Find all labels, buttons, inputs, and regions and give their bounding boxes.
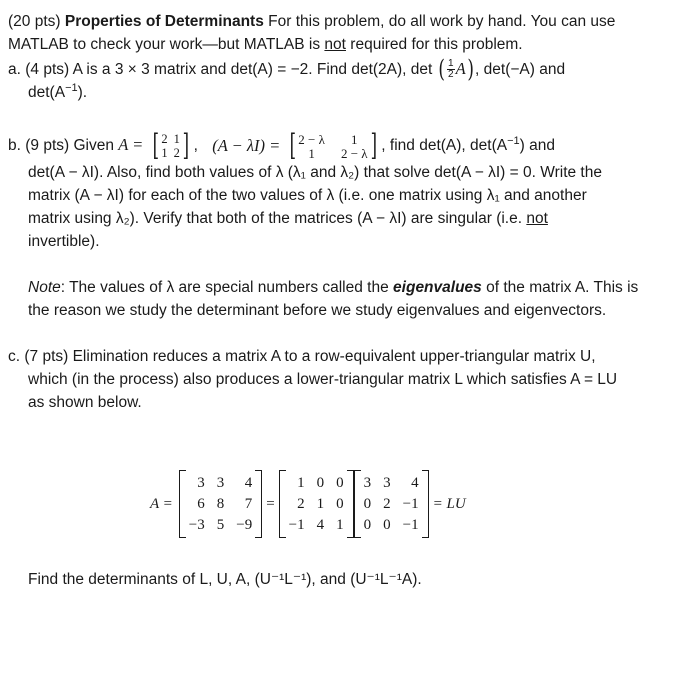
left-bracket — [279, 470, 286, 538]
matrix-entry: 7 — [244, 495, 253, 512]
right-bracket — [255, 470, 262, 538]
header-line-2 — [8, 33, 694, 56]
note-text-2: of the matrix A. This is — [486, 279, 639, 297]
matrix-entry: 0 — [336, 495, 344, 512]
matrix-entry: 3 — [383, 474, 391, 491]
matrix-entry: 1 — [308, 146, 315, 162]
part-b-label: b. (9 pts) Given — [8, 137, 114, 155]
right-bracket — [422, 470, 429, 538]
header-line-2a: MATLAB to check your work—but MATLAB is — [8, 36, 321, 53]
matrix-A-3x3 — [179, 470, 262, 538]
matrix-entry: 0 — [316, 474, 325, 491]
part-b: b. (9 pts) Given A = [ 2 1 1 2 ] , (A − λI) = [ 2 − λ 1 1 2 − λ ] , find det(A), $\det(A^{-1})$ and — [8, 128, 555, 164]
matrix-entry: 4 — [316, 516, 325, 533]
matrix-entry: 0 — [363, 495, 372, 512]
header-line-2b: required for this problem. — [350, 36, 523, 53]
left-paren: ( — [438, 55, 445, 84]
not-underlined: not — [324, 36, 346, 53]
matrix-entry: −1 — [288, 516, 305, 533]
right-bracket: ] — [370, 128, 377, 164]
part-a-A: A — [455, 59, 466, 78]
matrix-entry: 1 — [173, 132, 180, 147]
A-minus-lambda-I-equals: (A − λI) = — [212, 135, 281, 155]
matrix-entry: −1 — [402, 495, 419, 512]
matrix-entry: 5 — [216, 516, 225, 533]
part-a-text: A is a 3 × 3 matrix and det(A) = −2. Find det(2A), det — [72, 61, 433, 78]
matrix-A-2x2 — [150, 128, 192, 164]
A-equals-label: A = — [150, 495, 173, 512]
matrix-entry: 4 — [411, 474, 419, 491]
matrix-entry: 6 — [197, 495, 205, 512]
part-c-line-2: which (in the process) also produces a lower-triangular matrix L which satisfies A = LU — [28, 371, 618, 389]
det-inverse-end: ). — [77, 84, 88, 102]
matrix-entry: 3 — [216, 474, 225, 491]
det-inverse: det(A — [28, 84, 66, 102]
part-b-line-4a: matrix using λ₂). Verify that both of the matrices (A − λI) are singular (i.e. — [28, 210, 523, 228]
A-equals: A = — [118, 135, 144, 155]
matrix-entry: 3 — [197, 474, 205, 491]
matrix-entry: 1 — [297, 474, 305, 491]
fraction-den: 2 — [448, 69, 454, 81]
part-c-line-1: c. (7 pts) Elimination reduces a matrix A to a row-equivalent upper-triangular matrix U, — [8, 348, 596, 366]
left-bracket — [179, 470, 186, 538]
part-b-text-1: , find det(A), det(A — [381, 137, 508, 155]
points-label: (20 pts) — [8, 13, 61, 30]
note-label: Note — [28, 279, 61, 297]
part-b-text-1-end: ) and — [519, 137, 555, 155]
part-c-question: Find the determinants of L, U, A, (U⁻¹L⁻¹), and (U⁻¹L⁻¹A). — [28, 571, 422, 588]
matrix-entry: 0 — [363, 516, 372, 533]
matrix-entry: −3 — [188, 516, 205, 533]
right-paren: ) — [467, 55, 474, 84]
inverse-sup: −1 — [65, 82, 78, 95]
matrix-L — [279, 470, 354, 538]
matrix-entry: 4 — [244, 474, 253, 491]
part-a-label: a. (4 pts) — [8, 61, 70, 78]
part-a — [8, 55, 694, 84]
left-bracket: [ — [289, 128, 296, 164]
fraction-one-half — [447, 59, 455, 80]
matrix-A-grid — [186, 473, 255, 536]
matrix-entry: 0 — [336, 474, 344, 491]
matrix-entry: 1 — [161, 146, 168, 161]
matrix-AlI-entries — [298, 131, 367, 161]
problem-header — [8, 10, 694, 33]
equals-LU: = LU — [432, 495, 466, 512]
matrix-entry: 1 — [316, 495, 325, 512]
header-instructions: For this problem, do all work by hand. You can use — [268, 13, 616, 30]
matrix-entry: 2 — [297, 495, 305, 512]
matrix-entry: 1 — [336, 516, 344, 533]
left-bracket — [354, 470, 361, 538]
matrix-entry: −9 — [236, 516, 253, 533]
matrix-entry: 2 — [383, 495, 391, 512]
problem-title: Properties of Determinants — [64, 13, 264, 30]
left-bracket: [ — [152, 128, 159, 164]
not-underlined: not — [526, 210, 548, 228]
problem-page — [8, 10, 694, 414]
matrix-entry: 8 — [216, 495, 225, 512]
matrix-entry: 3 — [363, 474, 372, 491]
part-b-line-5: invertible). — [28, 233, 100, 251]
matrix-A-entries — [161, 131, 180, 161]
part-c-line-3: as shown below. — [28, 394, 142, 412]
fraction-num: 1 — [448, 58, 454, 70]
note — [8, 276, 694, 299]
part-b-line-3: matrix (A − λI) for each of the two values of λ (i.e. one matrix using λ₁ and another — [28, 187, 587, 205]
matrix-L-grid — [286, 473, 347, 536]
matrix-entry: 1 — [351, 132, 358, 148]
note-line-2: the reason we study the determinant before we study eigenvalues and eigenvectors. — [28, 302, 607, 320]
matrix-entry: 2 − λ — [298, 132, 325, 148]
matrix-U — [354, 470, 429, 538]
matrix-A-minus-lambda-I — [287, 128, 380, 164]
lu-equation — [150, 470, 466, 538]
matrix-entry: 0 — [383, 516, 391, 533]
matrix-entry: −1 — [402, 516, 419, 533]
right-bracket: ] — [182, 128, 189, 164]
note-text-1: : The values of λ are special numbers called the — [60, 279, 389, 297]
equals-sign: = — [266, 495, 275, 512]
right-bracket — [347, 470, 354, 538]
matrix-U-grid — [361, 473, 422, 536]
matrix-entry: 2 — [173, 146, 180, 161]
inverse-sup: −1 — [507, 135, 520, 148]
part-b-line-2: det(A − λI). Also, find both values of λ (λ₁ and λ₂) that solve det(A − λI) = 0. Write the — [28, 164, 602, 182]
matrix-entry: 2 − λ — [340, 146, 368, 162]
part-a-text-3: , det(−A) and — [475, 61, 566, 78]
matrix-entry: 2 — [161, 132, 168, 147]
part-b-line-4 — [8, 207, 694, 230]
part-a-line-2 — [8, 81, 694, 104]
eigenvalues-term: eigenvalues — [393, 279, 482, 297]
